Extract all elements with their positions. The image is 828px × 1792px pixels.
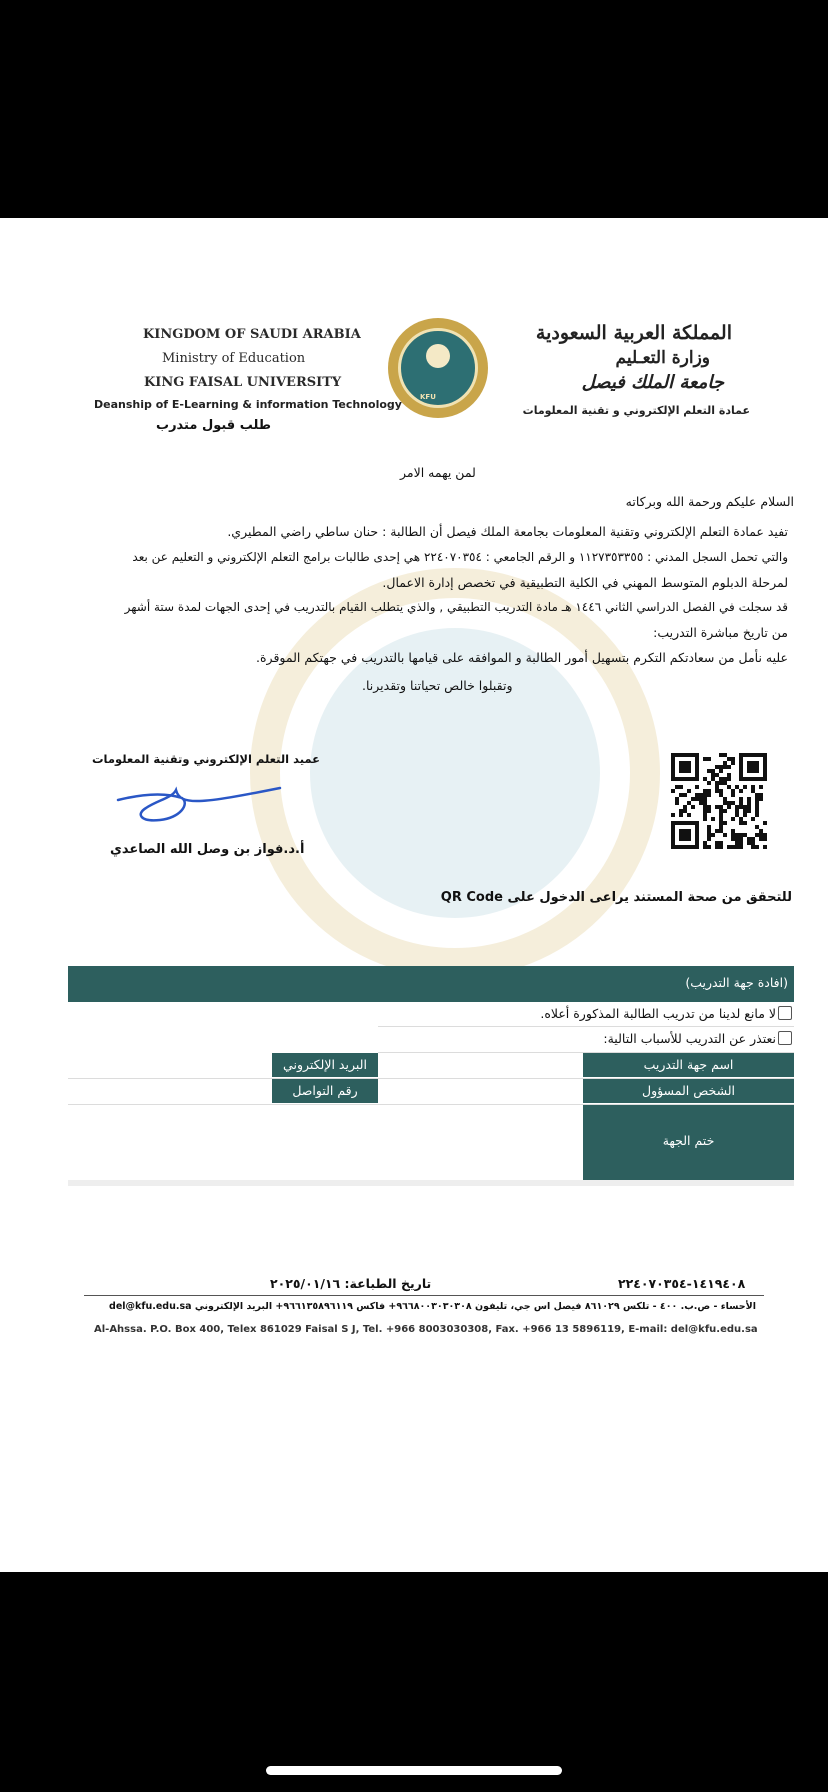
qr-module xyxy=(707,757,711,761)
closing: وتقبلوا خالص تحياتنا وتقديرنا. xyxy=(362,678,513,693)
phone-label: رقم التواصل xyxy=(292,1083,358,1098)
entity-name-label: اسم جهة التدريب xyxy=(643,1057,734,1072)
signatory-title: عميد التعلم الإلكتروني وتقنية المعلومات xyxy=(92,752,321,766)
qr-code xyxy=(671,753,767,849)
qr-module xyxy=(727,777,731,781)
qr-module xyxy=(723,809,727,813)
footer-address-english: Al-Ahssa. P.O. Box 400, Telex 861029 Faisal S J, Tel. +966 8003030308, Fax. +966 13 5896119, E-mail: del@kfu.edu.sa xyxy=(94,1324,758,1335)
qr-module xyxy=(691,805,695,809)
ar-university: جامعة الملك فيصل xyxy=(581,372,724,393)
qr-module xyxy=(759,797,763,801)
handwritten-signature xyxy=(110,778,285,828)
qr-module xyxy=(695,845,699,849)
form-bottom-shadow xyxy=(68,1180,794,1186)
qr-module xyxy=(683,793,687,797)
no-objection-label: لا مانع لدينا من تدريب الطالبة المذكورة أعلاه. xyxy=(540,1006,776,1021)
qr-module xyxy=(763,821,767,825)
ar-deanship: عمادة التعلم الإلكتروني و تقنية المعلومات xyxy=(522,404,750,417)
qr-module xyxy=(755,845,759,849)
qr-module xyxy=(703,817,707,821)
qr-module xyxy=(695,785,699,789)
letter-line-1: تفيد عمادة التعلم الإلكتروني وتقنية المعلومات بجامعة الملك فيصل أن الطالبة : حنان ساطي راضي المطيري. xyxy=(227,524,788,539)
qr-module xyxy=(695,777,699,781)
qr-module xyxy=(731,793,735,797)
en-ministry: Ministry of Education xyxy=(162,351,306,366)
contact-person-field[interactable] xyxy=(378,1079,583,1103)
form-title: طلب قبول متدرب xyxy=(156,418,272,433)
qr-module xyxy=(675,801,679,805)
qr-module xyxy=(763,837,767,841)
qr-module xyxy=(687,813,691,817)
qr-module xyxy=(687,837,691,841)
ar-kingdom: المملكة العربية السعودية xyxy=(535,322,732,344)
contact-person-label-cell xyxy=(583,1079,794,1103)
footer-address-arabic: الأحساء - ص.ب. ٤٠٠ - تلكس ٨٦١٠٢٩ فيصل اس جي، تليفون ٩٦٦٨٠٠٣٠٣٠٣٠٨+ فاكس ٩٦٦١٣٥٨٩٦١١٩+ البريد الإلكتروني del@kfu.edu.sa xyxy=(109,1301,756,1312)
document-page xyxy=(0,218,828,1572)
qr-module xyxy=(743,785,747,789)
reference-number: ١٤١٩٤٠٨-٢٢٤٠٧٠٣٥٤ xyxy=(618,1276,746,1291)
stamp-label: ختم الجهة xyxy=(662,1133,715,1148)
seal-inner xyxy=(398,328,478,408)
qr-module xyxy=(719,769,723,773)
footer-divider xyxy=(84,1295,764,1296)
to-whom-it-may-concern: لمن يهمه الامر xyxy=(400,465,476,480)
watermark-map xyxy=(310,628,600,918)
qr-module xyxy=(707,837,711,841)
qr-module xyxy=(759,785,763,789)
en-deanship: Deanship of E-Learning & information Technology xyxy=(94,398,402,411)
letter-line-5: من تاريخ مباشرة التدريب: xyxy=(653,625,788,640)
qr-module xyxy=(731,761,735,765)
qr-module xyxy=(679,813,683,817)
qr-module xyxy=(711,833,715,837)
phone-label-cell xyxy=(272,1079,378,1103)
qr-module xyxy=(755,769,759,773)
decline-label: نعتذر عن التدريب للأسباب التالية: xyxy=(603,1031,776,1046)
email-field[interactable] xyxy=(68,1053,272,1077)
qr-module xyxy=(707,793,711,797)
qr-module xyxy=(671,789,675,793)
letter-line-2: والتي تحمل السجل المدني : ١١٢٧٣٥٣٣٥٥ و الرقم الجامعي : ٢٢٤٠٧٠٣٥٤ هي إحدى طالبات برامج التعلم الإلكتروني و التعليم عن بعد xyxy=(132,550,788,564)
qr-module xyxy=(723,833,727,837)
qr-module xyxy=(719,845,723,849)
qr-module xyxy=(751,817,755,821)
print-date: تاريخ الطباعة: ٢٠٢٥/٠١/١٦ xyxy=(270,1276,432,1291)
qr-module xyxy=(687,789,691,793)
en-kingdom: KINGDOM OF SAUDI ARABIA xyxy=(143,327,361,342)
email-label: البريد الإلكتروني xyxy=(283,1057,367,1072)
training-form-header-bar xyxy=(68,966,794,1002)
stamp-field[interactable] xyxy=(68,1105,583,1180)
qr-module xyxy=(723,821,727,825)
no-objection-checkbox[interactable] xyxy=(778,1006,792,1020)
qr-module xyxy=(727,805,731,809)
qr-module xyxy=(763,777,767,781)
phone-field[interactable] xyxy=(68,1079,272,1103)
email-label-cell xyxy=(272,1053,378,1077)
stamp-label-cell xyxy=(583,1105,794,1180)
qr-module xyxy=(731,817,735,821)
signatory-name: أ.د.فواز بن وصل الله الصاعدي xyxy=(110,842,305,857)
letter-line-4: قد سجلت في الفصل الدراسي الثاني ١٤٤٦ هـ مادة التدريب التطبيقي , والذي يتطلب القيام بالتدريب في إحدى الجهات لمدة ستة أشهر xyxy=(124,600,788,614)
qr-module xyxy=(671,813,675,817)
qr-verification-note: للتحقق من صحة المستند يراعى الدخول على QR Code xyxy=(440,890,792,905)
qr-module xyxy=(707,781,711,785)
training-form-header: (افادة جهة التدريب) xyxy=(685,975,788,990)
seal-sun-icon xyxy=(426,344,450,368)
entity-name-field[interactable] xyxy=(378,1053,583,1077)
qr-module xyxy=(743,821,747,825)
en-university: KING FAISAL UNIVERSITY xyxy=(144,375,342,390)
qr-module xyxy=(739,789,743,793)
decline-checkbox[interactable] xyxy=(778,1031,792,1045)
letter-line-3: لمرحلة الدبلوم المتوسط المهني في الكلية التطبيقية في تخصص إدارة الاعمال. xyxy=(382,575,788,590)
letter-line-6: عليه نأمل من سعادتكم التكرم بتسهيل أمور الطالبة و الموافقه على قيامها بالتدريب في جهتكم الموقرة. xyxy=(256,650,788,665)
seal-text: KFU xyxy=(420,393,436,401)
contact-person-label: الشخص المسؤول xyxy=(641,1083,736,1098)
qr-module xyxy=(687,769,691,773)
qr-module xyxy=(711,817,715,821)
home-indicator[interactable] xyxy=(266,1766,562,1775)
qr-module xyxy=(707,809,711,813)
qr-module xyxy=(755,813,759,817)
qr-module xyxy=(743,813,747,817)
greeting: السلام عليكم ورحمة الله وبركاته xyxy=(625,494,794,509)
row-divider xyxy=(378,1026,794,1027)
qr-module xyxy=(679,785,683,789)
qr-module xyxy=(763,845,767,849)
ar-ministry: وزارة التعـليم xyxy=(615,348,710,368)
qr-module xyxy=(707,845,711,849)
qr-module xyxy=(739,845,743,849)
qr-module xyxy=(727,765,731,769)
qr-module xyxy=(747,809,751,813)
entity-name-label-cell xyxy=(583,1053,794,1077)
